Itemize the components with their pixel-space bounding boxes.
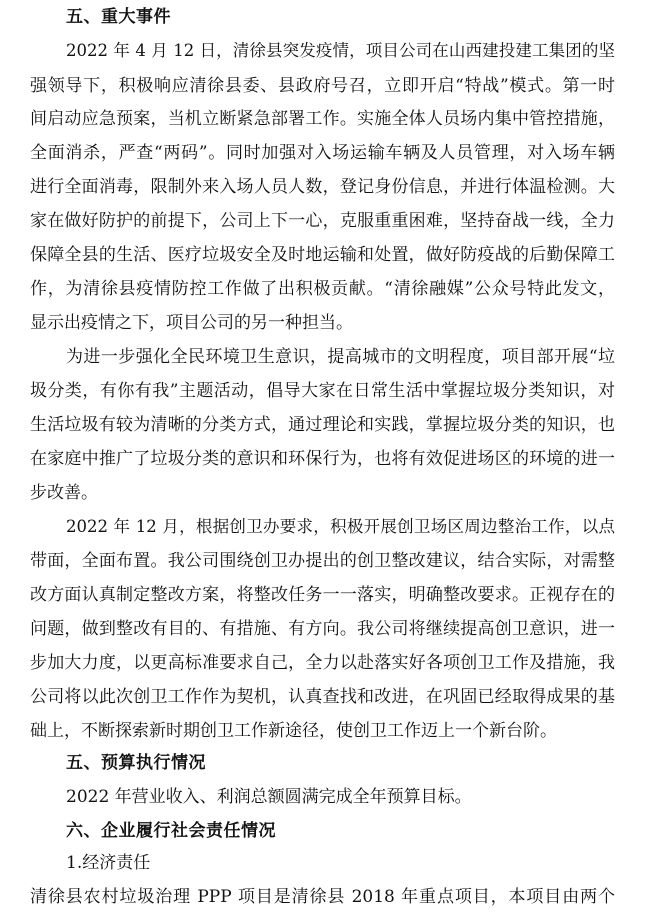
paragraph-line: 圾分类，有你有我”主题活动，倡导大家在日常生活中掌握垃圾分类知识，对 [30, 381, 615, 401]
paragraph-line: 础上，不断探索新时期创卫工作新途径，使创卫工作迈上一个新台阶。 [30, 721, 557, 741]
paragraph-line: 生活垃圾有较为清晰的分类方式，通过理论和实践，掌握垃圾分类的知识，也 [30, 415, 615, 435]
paragraph-line: 改方面认真制定整改方案，将整改任务一一落实，明确整改要求。正视存在的 [30, 585, 615, 605]
paragraph-line: 带面，全面布置。我公司围绕创卫办提出的创卫整改建议，结合实际，对需整 [30, 551, 615, 571]
paragraph-line: 进行全面消毒，限制外来入场人员人数，登记身份信息，并进行体温检测。大 [30, 177, 615, 197]
section-heading-social-responsibility: 六、企业履行社会责任情况 [66, 821, 276, 841]
paragraph-line: 清徐县农村垃圾治理 PPP 项目是清徐县 2018 年重点项目，本项目由两个 [30, 887, 615, 907]
paragraph-line: 2022 年 12 月，根据创卫办要求，积极开展创卫场区周边整治工作，以点 [66, 517, 615, 536]
paragraph-line: 公司将以此次创卫工作作为契机，认真查找和改进，在巩固已经取得成果的基 [30, 687, 615, 707]
paragraph-line: 作，为清徐县疫情防控工作做了出积极贡献。“清徐融媒”公众号特此发文， [30, 279, 615, 299]
paragraph-line: 强领导下，积极响应清徐县委、县政府号召，立即开启“特战”模式。第一时 [30, 76, 615, 96]
paragraph-line: 在家庭中推广了垃圾分类的意识和环保行为，也将有效促进场区的环境的进一 [30, 449, 615, 469]
paragraph-line: 全面消杀，严查“两码”。同时加强对入场运输车辆及人员管理，对入场车辆 [30, 143, 615, 163]
paragraph-line: 为进一步强化全民环境卫生意识，提高城市的文明程度，项目部开展“垃 [66, 347, 615, 367]
paragraph-line: 保障全县的生活、医疗垃圾安全及时地运输和处置，做好防疫战的后勤保障工 [30, 245, 615, 265]
subheading-economic-responsibility: 1.经济责任 [66, 853, 151, 873]
section-heading-major-events: 五、重大事件 [66, 7, 171, 27]
paragraph-line: 步改善。 [30, 483, 98, 503]
paragraph-line: 家在做好防护的前提下，公司上下一心，克服重重困难，坚持奋战一线，全力 [30, 211, 615, 231]
paragraph-line: 2022 年营业收入、利润总额圆满完成全年预算目标。 [66, 787, 472, 807]
section-heading-budget: 五、预算执行情况 [66, 753, 206, 773]
paragraph-line: 间启动应急预案，当机立断紧急部署工作。实施全体人员场内集中管控措施， [30, 109, 615, 129]
paragraph-line: 显示出疫情之下，项目公司的另一种担当。 [30, 313, 353, 333]
paragraph-line: 2022 年 4 月 12 日，清徐县突发疫情，项目公司在山西建投建工集团的坚 [66, 41, 615, 60]
paragraph-line: 问题，做到整改有目的、有措施、有方向。我公司将继续提高创卫意识，进一 [30, 619, 615, 639]
paragraph-line: 步加大力度，以更高标准要求自己，全力以赴落实好各项创卫工作及措施，我 [30, 653, 615, 673]
